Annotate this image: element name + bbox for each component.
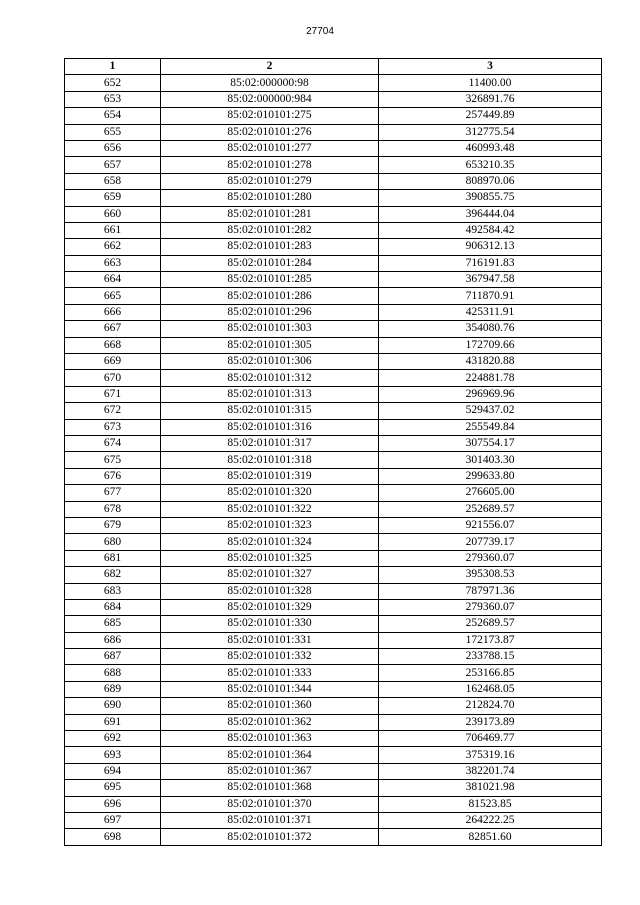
row-number-cell: 671 <box>65 386 161 402</box>
table-row <box>65 337 602 353</box>
value-cell: 207739.17 <box>379 534 602 550</box>
table-row <box>65 370 602 386</box>
cadastral-number-cell: 85:02:010101:324 <box>161 534 379 550</box>
table-row <box>65 386 602 402</box>
cadastral-number-cell: 85:02:010101:322 <box>161 501 379 517</box>
row-number-cell: 662 <box>65 239 161 255</box>
value-cell: 264222.25 <box>379 812 602 828</box>
table-row <box>65 665 602 681</box>
cadastral-number-cell: 85:02:010101:315 <box>161 403 379 419</box>
value-cell: 81523.85 <box>379 796 602 812</box>
row-number-cell: 655 <box>65 124 161 140</box>
row-number-cell: 675 <box>65 452 161 468</box>
cadastral-number-cell: 85:02:010101:364 <box>161 747 379 763</box>
table-row <box>65 698 602 714</box>
cadastral-number-cell: 85:02:010101:313 <box>161 386 379 402</box>
row-number-cell: 667 <box>65 321 161 337</box>
row-number-cell: 686 <box>65 632 161 648</box>
row-number-cell: 696 <box>65 796 161 812</box>
value-cell: 716191.83 <box>379 255 602 271</box>
table-row <box>65 812 602 828</box>
row-number-cell: 674 <box>65 435 161 451</box>
cadastral-number-cell: 85:02:010101:331 <box>161 632 379 648</box>
value-cell: 82851.60 <box>379 829 602 845</box>
value-cell: 425311.91 <box>379 304 602 320</box>
row-number-cell: 684 <box>65 599 161 615</box>
table-row <box>65 714 602 730</box>
cadastral-number-cell: 85:02:010101:344 <box>161 681 379 697</box>
row-number-cell: 673 <box>65 419 161 435</box>
page-number: 27704 <box>306 26 334 37</box>
row-number-cell: 681 <box>65 550 161 566</box>
row-number-cell: 656 <box>65 140 161 156</box>
cadastral-number-cell: 85:02:010101:278 <box>161 157 379 173</box>
table-row <box>65 124 602 140</box>
table-row <box>65 140 602 156</box>
value-cell: 301403.30 <box>379 452 602 468</box>
value-cell: 257449.89 <box>379 108 602 124</box>
table-row <box>65 222 602 238</box>
row-number-cell: 687 <box>65 649 161 665</box>
cadastral-number-cell: 85:02:010101:277 <box>161 140 379 156</box>
value-cell: 653210.35 <box>379 157 602 173</box>
value-cell: 326891.76 <box>379 91 602 107</box>
value-cell: 279360.07 <box>379 599 602 615</box>
cadastral-number-cell: 85:02:010101:327 <box>161 567 379 583</box>
row-number-cell: 666 <box>65 304 161 320</box>
row-number-cell: 664 <box>65 272 161 288</box>
value-cell: 367947.58 <box>379 272 602 288</box>
value-cell: 307554.17 <box>379 435 602 451</box>
table-row <box>65 747 602 763</box>
value-cell: 239173.89 <box>379 714 602 730</box>
table-row <box>65 75 602 91</box>
row-number-cell: 691 <box>65 714 161 730</box>
row-number-cell: 657 <box>65 157 161 173</box>
table-row <box>65 583 602 599</box>
table-row <box>65 550 602 566</box>
value-cell: 276605.00 <box>379 485 602 501</box>
row-number-cell: 688 <box>65 665 161 681</box>
table-row <box>65 517 602 533</box>
table-row <box>65 190 602 206</box>
cadastral-number-cell: 85:02:010101:305 <box>161 337 379 353</box>
value-cell: 299633.80 <box>379 468 602 484</box>
value-cell: 312775.54 <box>379 124 602 140</box>
cadastral-number-cell: 85:02:000000:984 <box>161 91 379 107</box>
row-number-cell: 660 <box>65 206 161 222</box>
table-row <box>65 616 602 632</box>
value-cell: 431820.88 <box>379 354 602 370</box>
row-number-cell: 680 <box>65 534 161 550</box>
table-row <box>65 304 602 320</box>
table-row <box>65 91 602 107</box>
table-row <box>65 796 602 812</box>
cadastral-number-cell: 85:02:010101:367 <box>161 763 379 779</box>
table-row <box>65 829 602 845</box>
table-body <box>65 75 602 845</box>
row-number-cell: 697 <box>65 812 161 828</box>
cadastral-number-cell: 85:02:010101:286 <box>161 288 379 304</box>
cadastral-number-cell: 85:02:010101:362 <box>161 714 379 730</box>
cadastral-number-cell: 85:02:010101:285 <box>161 272 379 288</box>
table-row <box>65 206 602 222</box>
row-number-cell: 653 <box>65 91 161 107</box>
value-cell: 375319.16 <box>379 747 602 763</box>
cadastral-number-cell: 85:02:010101:319 <box>161 468 379 484</box>
value-cell: 172173.87 <box>379 632 602 648</box>
cadastral-number-cell: 85:02:010101:282 <box>161 222 379 238</box>
row-number-cell: 654 <box>65 108 161 124</box>
row-number-cell: 672 <box>65 403 161 419</box>
cadastral-number-cell: 85:02:010101:368 <box>161 780 379 796</box>
table-row <box>65 501 602 517</box>
cadastral-number-cell: 85:02:010101:330 <box>161 616 379 632</box>
value-cell: 162468.05 <box>379 681 602 697</box>
row-number-cell: 677 <box>65 485 161 501</box>
row-number-cell: 695 <box>65 780 161 796</box>
value-cell: 354080.76 <box>379 321 602 337</box>
row-number-cell: 689 <box>65 681 161 697</box>
cadastral-number-cell: 85:02:010101:303 <box>161 321 379 337</box>
row-number-cell: 661 <box>65 222 161 238</box>
table-row <box>65 435 602 451</box>
value-cell: 706469.77 <box>379 731 602 747</box>
cadastral-number-cell: 85:02:010101:333 <box>161 665 379 681</box>
value-cell: 395308.53 <box>379 567 602 583</box>
cadastral-number-cell: 85:02:010101:370 <box>161 796 379 812</box>
cadastral-number-cell: 85:02:010101:296 <box>161 304 379 320</box>
table-row <box>65 108 602 124</box>
row-number-cell: 670 <box>65 370 161 386</box>
value-cell: 11400.00 <box>379 75 602 91</box>
row-number-cell: 685 <box>65 616 161 632</box>
cadastral-number-cell: 85:02:010101:371 <box>161 812 379 828</box>
value-cell: 711870.91 <box>379 288 602 304</box>
value-cell: 279360.07 <box>379 550 602 566</box>
value-cell: 253166.85 <box>379 665 602 681</box>
value-cell: 921556.07 <box>379 517 602 533</box>
value-cell: 906312.13 <box>379 239 602 255</box>
value-cell: 492584.42 <box>379 222 602 238</box>
cadastral-number-cell: 85:02:010101:329 <box>161 599 379 615</box>
table-row <box>65 468 602 484</box>
table-row <box>65 681 602 697</box>
table-row <box>65 354 602 370</box>
value-cell: 382201.74 <box>379 763 602 779</box>
value-cell: 252689.57 <box>379 616 602 632</box>
row-number-cell: 652 <box>65 75 161 91</box>
value-cell: 296969.96 <box>379 386 602 402</box>
cadastral-number-cell: 85:02:010101:279 <box>161 173 379 189</box>
table-row <box>65 239 602 255</box>
cadastral-number-cell: 85:02:010101:317 <box>161 435 379 451</box>
cadastral-number-cell: 85:02:010101:323 <box>161 517 379 533</box>
cadastral-number-cell: 85:02:010101:320 <box>161 485 379 501</box>
cadastral-number-cell: 85:02:010101:306 <box>161 354 379 370</box>
cadastral-number-cell: 85:02:010101:318 <box>161 452 379 468</box>
value-cell: 396444.04 <box>379 206 602 222</box>
value-cell: 381021.98 <box>379 780 602 796</box>
row-number-cell: 679 <box>65 517 161 533</box>
value-cell: 212824.70 <box>379 698 602 714</box>
value-cell: 460993.48 <box>379 140 602 156</box>
cadastral-number-cell: 85:02:010101:275 <box>161 108 379 124</box>
row-number-cell: 692 <box>65 731 161 747</box>
table-row <box>65 403 602 419</box>
value-cell: 252689.57 <box>379 501 602 517</box>
table-row <box>65 321 602 337</box>
table-row <box>65 632 602 648</box>
value-cell: 172709.66 <box>379 337 602 353</box>
table-row <box>65 419 602 435</box>
row-number-cell: 682 <box>65 567 161 583</box>
cadastral-number-cell: 85:02:010101:284 <box>161 255 379 271</box>
table-row <box>65 649 602 665</box>
row-number-cell: 683 <box>65 583 161 599</box>
table-row <box>65 288 602 304</box>
table-row <box>65 763 602 779</box>
cadastral-number-cell: 85:02:010101:363 <box>161 731 379 747</box>
cadastral-number-cell: 85:02:010101:316 <box>161 419 379 435</box>
row-number-cell: 659 <box>65 190 161 206</box>
row-number-cell: 678 <box>65 501 161 517</box>
cadastral-number-cell: 85:02:010101:281 <box>161 206 379 222</box>
value-cell: 233788.15 <box>379 649 602 665</box>
value-cell: 224881.78 <box>379 370 602 386</box>
row-number-cell: 676 <box>65 468 161 484</box>
value-cell: 787971.36 <box>379 583 602 599</box>
column-header-2: 2 <box>161 59 379 75</box>
cadastral-number-cell: 85:02:010101:276 <box>161 124 379 140</box>
cadastral-number-cell: 85:02:010101:328 <box>161 583 379 599</box>
table-row <box>65 485 602 501</box>
row-number-cell: 698 <box>65 829 161 845</box>
cadastral-number-cell: 85:02:010101:312 <box>161 370 379 386</box>
table-row <box>65 272 602 288</box>
row-number-cell: 658 <box>65 173 161 189</box>
value-cell: 808970.06 <box>379 173 602 189</box>
cadastral-number-cell: 85:02:010101:360 <box>161 698 379 714</box>
column-header-3: 3 <box>379 59 602 75</box>
row-number-cell: 694 <box>65 763 161 779</box>
cadastral-number-cell: 85:02:010101:325 <box>161 550 379 566</box>
data-table <box>64 58 602 846</box>
table-row <box>65 452 602 468</box>
value-cell: 255549.84 <box>379 419 602 435</box>
row-number-cell: 669 <box>65 354 161 370</box>
table-row <box>65 157 602 173</box>
row-number-cell: 668 <box>65 337 161 353</box>
table-row <box>65 731 602 747</box>
value-cell: 529437.02 <box>379 403 602 419</box>
table-row <box>65 567 602 583</box>
row-number-cell: 690 <box>65 698 161 714</box>
table-row <box>65 599 602 615</box>
table-row <box>65 780 602 796</box>
cadastral-number-cell: 85:02:010101:280 <box>161 190 379 206</box>
table-header-row <box>65 59 602 75</box>
cadastral-number-cell: 85:02:010101:372 <box>161 829 379 845</box>
cadastral-number-cell: 85:02:000000:98 <box>161 75 379 91</box>
table-row <box>65 173 602 189</box>
row-number-cell: 693 <box>65 747 161 763</box>
row-number-cell: 663 <box>65 255 161 271</box>
table-row <box>65 255 602 271</box>
cadastral-number-cell: 85:02:010101:283 <box>161 239 379 255</box>
value-cell: 390855.75 <box>379 190 602 206</box>
cadastral-number-cell: 85:02:010101:332 <box>161 649 379 665</box>
row-number-cell: 665 <box>65 288 161 304</box>
table-row <box>65 534 602 550</box>
column-header-1: 1 <box>65 59 161 75</box>
